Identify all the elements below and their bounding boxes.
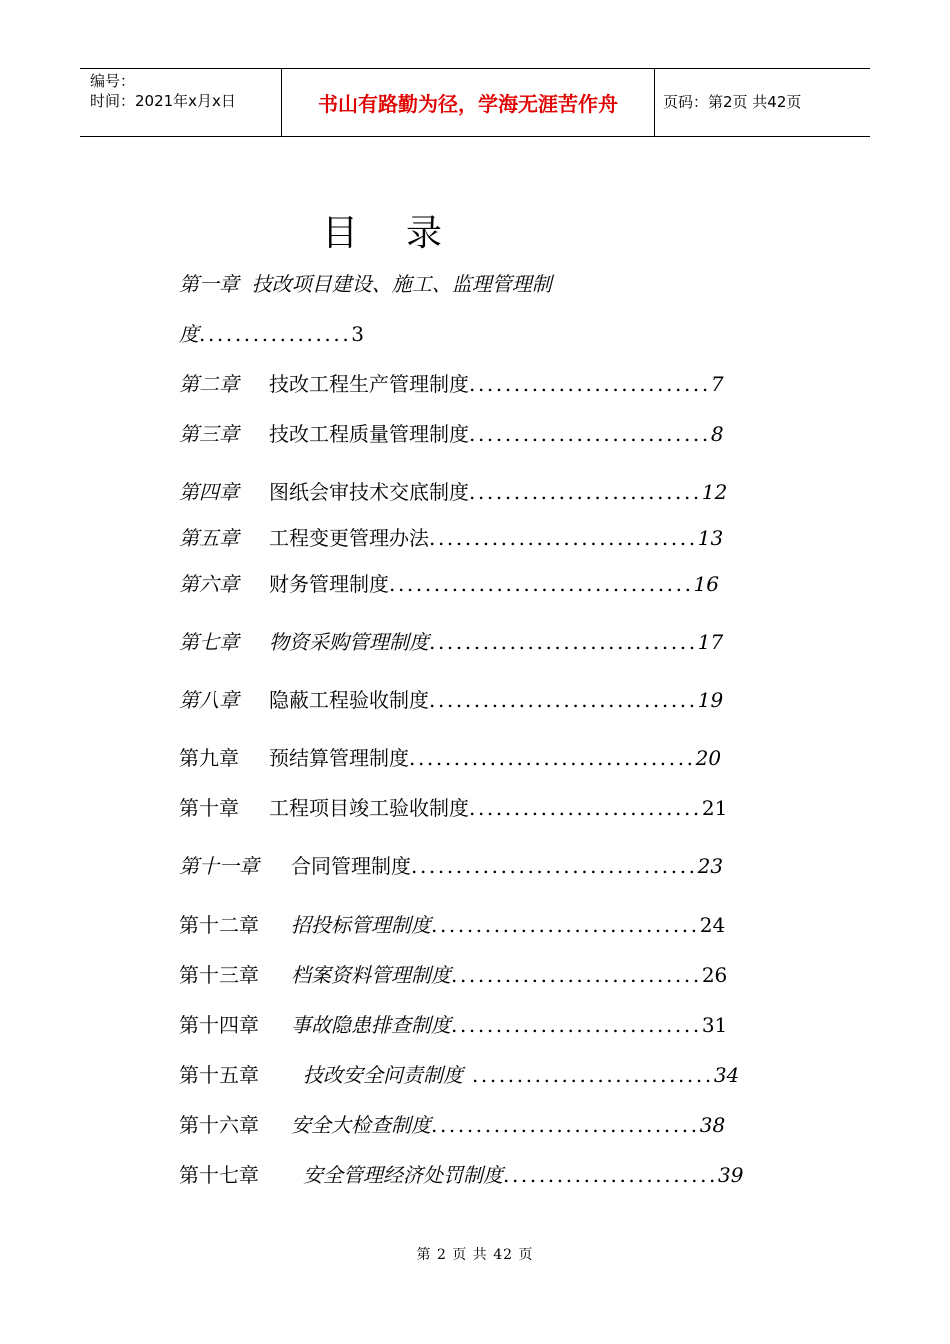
toc-entry-17[interactable]: [179, 1161, 819, 1189]
toc-chapter: 第十二章: [179, 913, 259, 937]
toc-title: 事故隐患排查制度: [291, 1013, 451, 1037]
toc-page: 13: [697, 526, 724, 550]
toc-leader: ...........................: [469, 422, 711, 446]
toc-page: 24: [699, 913, 726, 937]
toc-entry-2[interactable]: [179, 370, 819, 398]
toc-entry-9[interactable]: [179, 744, 819, 772]
toc-chapter: 第十章: [179, 796, 239, 820]
toc-entry-14[interactable]: [179, 1011, 819, 1039]
toc-leader: ..............................: [429, 526, 698, 550]
toc-title: 技改项目建设、施工、监理管理制: [251, 272, 552, 296]
toc-title: 档案资料管理制度: [291, 963, 451, 987]
toc-entry-7[interactable]: [179, 628, 819, 656]
toc-leader: ................................: [411, 854, 698, 878]
toc-page: 39: [717, 1163, 744, 1187]
toc-entry-13[interactable]: [179, 961, 819, 989]
toc-leader: ..........................: [469, 796, 702, 820]
page-header: [80, 68, 870, 137]
toc-entry-16[interactable]: [179, 1111, 819, 1139]
toc-chapter: 第十四章: [179, 1013, 259, 1037]
toc-entry-3[interactable]: [179, 420, 819, 448]
toc-leader: ............................: [451, 963, 702, 987]
header-motto-cell: [282, 69, 655, 136]
toc-chapter: 第八章: [179, 688, 239, 712]
toc-entry-12[interactable]: [179, 911, 819, 939]
toc-page: 34: [713, 1063, 740, 1087]
toc-chapter: 第十三章: [179, 963, 259, 987]
document-time-label: 时间：2021年x月x日: [90, 92, 236, 110]
toc-chapter: 第二章: [179, 372, 239, 396]
toc-chapter: 第十五章: [179, 1063, 259, 1087]
toc-chapter: 第七章: [179, 630, 239, 654]
toc-title: 技改工程质量管理制度: [269, 422, 469, 446]
page-footer: 第 2 页 共 42 页: [416, 1247, 534, 1263]
toc-chapter: 第十一章: [179, 854, 259, 878]
toc-title: 技改工程生产管理制度: [269, 372, 469, 396]
toc-title: 预结算管理制度: [269, 746, 409, 770]
toc-page: 7: [710, 372, 724, 396]
toc-chapter: 第九章: [179, 746, 239, 770]
toc-chapter: 第十七章: [179, 1163, 259, 1187]
toc-entry-1-cont[interactable]: [179, 320, 819, 348]
toc-title: 物资采购管理制度: [269, 630, 429, 654]
header-page-cell: [655, 69, 870, 136]
toc-page: 38: [699, 1113, 726, 1137]
toc-leader: ..............................: [429, 688, 698, 712]
toc-chapter: 第四章: [179, 480, 239, 504]
toc-entry-8[interactable]: [179, 686, 819, 714]
toc-leader: ............................: [451, 1013, 702, 1037]
toc-leader: ..........................: [469, 480, 702, 504]
toc-title: 安全大检查制度: [291, 1113, 431, 1137]
toc-leader: ...........................: [469, 372, 711, 396]
toc-leader: ..............................: [431, 1113, 700, 1137]
toc-entry-1[interactable]: [179, 270, 819, 298]
toc-page: 23: [697, 854, 724, 878]
toc-chapter: 第五章: [179, 526, 239, 550]
toc-chapter: 第六章: [179, 572, 239, 596]
toc-title: 安全管理经济处罚制度: [303, 1163, 503, 1187]
toc-page: 12: [701, 480, 728, 504]
document-number-label: 编号：: [90, 72, 136, 90]
toc-title-cont: 度: [179, 322, 199, 346]
toc-page: 20: [695, 746, 722, 770]
toc-leader: ..............................: [429, 630, 698, 654]
toc-leader: ..................................: [389, 572, 694, 596]
toc-leader: ...........................: [463, 1063, 714, 1087]
toc-entry-15[interactable]: [179, 1061, 819, 1089]
toc-leader: .................: [199, 322, 352, 346]
toc-page: 21: [701, 796, 728, 820]
toc-chapter: 第一章: [179, 272, 239, 296]
toc-entry-5[interactable]: [179, 524, 819, 552]
toc-chapter: 第十六章: [179, 1113, 259, 1137]
toc-page: 8: [710, 422, 724, 446]
toc-title: 合同管理制度: [291, 854, 411, 878]
toc-page: 26: [701, 963, 728, 987]
toc-page: 16: [693, 572, 720, 596]
toc-chapter: 第三章: [179, 422, 239, 446]
toc-title: 工程项目竣工验收制度: [269, 796, 469, 820]
header-motto: 书山有路勤为径，学海无涯苦作舟: [318, 92, 618, 116]
toc-page: 31: [701, 1013, 728, 1037]
toc-title: 财务管理制度: [269, 572, 389, 596]
toc-leader: ........................: [503, 1163, 718, 1187]
toc-entry-4[interactable]: [179, 478, 819, 506]
toc-leader: ..............................: [431, 913, 700, 937]
toc-title: 技改安全问责制度: [303, 1063, 463, 1087]
toc-entry-10[interactable]: [179, 794, 819, 822]
toc-title: 招投标管理制度: [291, 913, 431, 937]
toc-page: 3: [351, 322, 365, 346]
header-page-info: 页码：第2页 共42页: [663, 93, 802, 111]
toc-leader: ................................: [409, 746, 696, 770]
page-title: 目录: [322, 213, 491, 254]
toc-entry-11[interactable]: [179, 852, 819, 880]
toc-page: 17: [697, 630, 724, 654]
toc-title: 隐蔽工程验收制度: [269, 688, 429, 712]
header-meta-cell: [80, 69, 282, 136]
toc-title: 工程变更管理办法: [269, 526, 429, 550]
toc-page: 19: [697, 688, 724, 712]
toc-title: 图纸会审技术交底制度: [269, 480, 469, 504]
toc-entry-6[interactable]: [179, 570, 819, 598]
